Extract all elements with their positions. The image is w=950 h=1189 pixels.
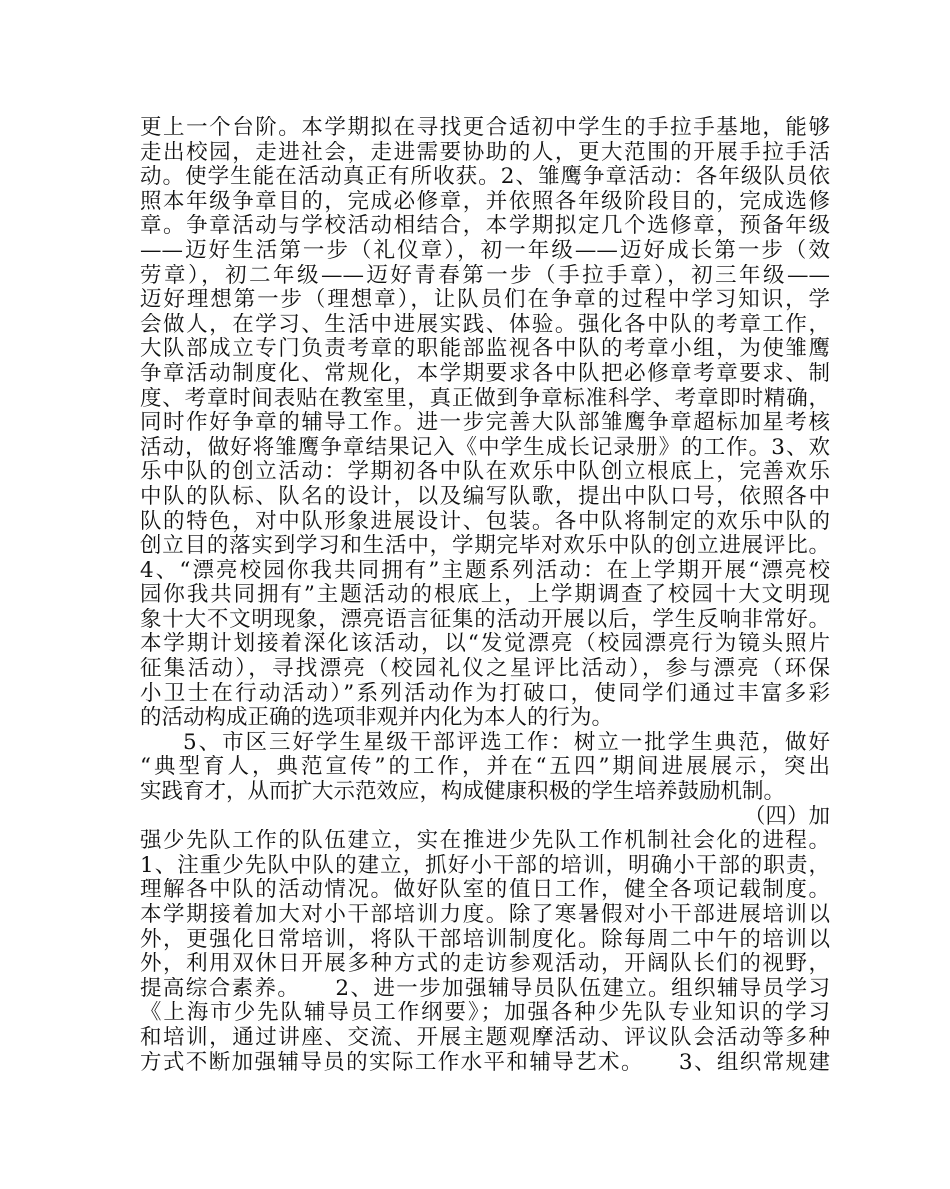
text-line: 本学期接着加大对小干部培训力度。除了寒暑假对小干部进展培训以: [140, 903, 830, 927]
text-line: 章。争章活动与学校活动相结合，本学期拟定几个选修章，预备年级: [140, 214, 830, 239]
text-line: 争章活动制度化、常规化，本学期要求各中队把必修章考章要求、制: [140, 361, 830, 386]
text-line: 动。使学生能在活动真正有所收获。2、雏鹰争章活动：各年级队员依: [140, 165, 830, 190]
section-heading-line: （四）加: [743, 804, 830, 829]
text-line: 园你我共同拥有”主题活动的根底上，上学期调查了校园十大文明现: [140, 583, 830, 608]
text-line: 中队的队标、队名的设计，以及编写队歌，提出中队口号，依照各中: [140, 484, 830, 509]
text-line: 4、“漂亮校园你我共同拥有”主题系列活动：在上学期开展“漂亮校: [140, 558, 830, 583]
text-line: 劳章），初二年级——迈好青春第一步（手拉手章），初三年级——: [140, 263, 830, 288]
text-line: 方式不断加强辅导员的实际工作水平和辅导艺术。 3、组织常规建: [140, 1050, 830, 1075]
text-line: 理解各中队的活动情况。做好队室的值日工作，健全各项记载制度。: [140, 878, 830, 903]
text-line: ——迈好生活第一步（礼仪章），初一年级——迈好成长第一步（效: [140, 238, 830, 263]
text-line: 《上海市少先队辅导员工作纲要》；加强各种少先队专业知识的学习: [140, 1001, 830, 1026]
text-line: 照本年级争章目的，完成必修章，并依照各年级阶段目的，完成选修: [140, 189, 830, 214]
text-line: 征集活动），寻找漂亮（校园礼仪之星评比活动），参与漂亮（环保: [140, 657, 830, 682]
text-line: 度、考章时间表贴在教室里，真正做到争章标准科学、考章即时精确，: [140, 386, 830, 411]
text-line: “典型育人，典范宣传”的工作，并在“五四”期间进展展示，突出: [140, 755, 830, 780]
text-line: 的活动构成正确的选项非观并内化为本人的行为。: [140, 706, 614, 731]
text-line: 强少先队工作的队伍建立，实在推进少先队工作机制社会化的进程。: [140, 829, 830, 854]
text-line: 创立目的落实到学习和生活中，学期完毕对欢乐中队的创立进展评比。: [140, 534, 830, 559]
text-line: 提高综合素养。 2、进一步加强辅导员队伍建立。组织辅导员学习: [140, 976, 830, 1001]
text-line: 实践育才，从而扩大示范效应，构成健康积极的学生培养鼓励机制。: [140, 780, 786, 805]
text-line: 更上一个台阶。本学期拟在寻找更合适初中学生的手拉手基地，能够: [140, 116, 830, 140]
body-text: [140, 116, 830, 1075]
text-line: 走出校园，走进社会，走进需要协助的人，更大范围的开展手拉手活: [140, 140, 830, 165]
text-line: 本学期计划接着深化该活动，以“发觉漂亮（校园漂亮行为镜头照片: [140, 632, 830, 657]
text-line: 会做人，在学习、生活中进展实践、体验。强化各中队的考章工作，: [140, 312, 830, 337]
text-line: 外，更强化日常培训，将队干部培训制度化。除每周二中午的培训以: [140, 927, 830, 952]
text-line: 迈好理想第一步（理想章），让队员们在争章的过程中学习知识，学: [140, 288, 830, 313]
text-line: 小卫士在行动活动）”系列活动作为打破口，使同学们通过丰富多彩: [140, 681, 830, 706]
text-line: 乐中队的创立活动：学期初各中队在欢乐中队创立根底上，完善欢乐: [140, 460, 830, 485]
text-line: 5、市区三好学生星级干部评选工作：树立一批学生典范，做好: [183, 730, 830, 755]
text-line: 活动，做好将雏鹰争章结果记入《中学生成长记录册》的工作。3、欢: [140, 435, 830, 460]
text-line: 外，利用双休日开展多种方式的走访参观活动，开阔队长们的视野，: [140, 952, 830, 977]
text-line: 队的特色，对中队形象进展设计、包装。各中队将制定的欢乐中队的: [140, 509, 830, 534]
text-line: 和培训，通过讲座、交流、开展主题观摩活动、评议队会活动等多种: [140, 1025, 830, 1050]
text-line: 同时作好争章的辅导工作。进一步完善大队部雏鹰争章超标加星考核: [140, 411, 830, 436]
text-line: 象十大不文明现象，漂亮语言征集的活动开展以后，学生反响非常好。: [140, 607, 830, 632]
text-line: 1、注重少先队中队的建立，抓好小干部的培训，明确小干部的职责，: [140, 853, 830, 878]
text-line: 大队部成立专门负责考章的职能部监视各中队的考章小组，为使雏鹰: [140, 337, 830, 362]
